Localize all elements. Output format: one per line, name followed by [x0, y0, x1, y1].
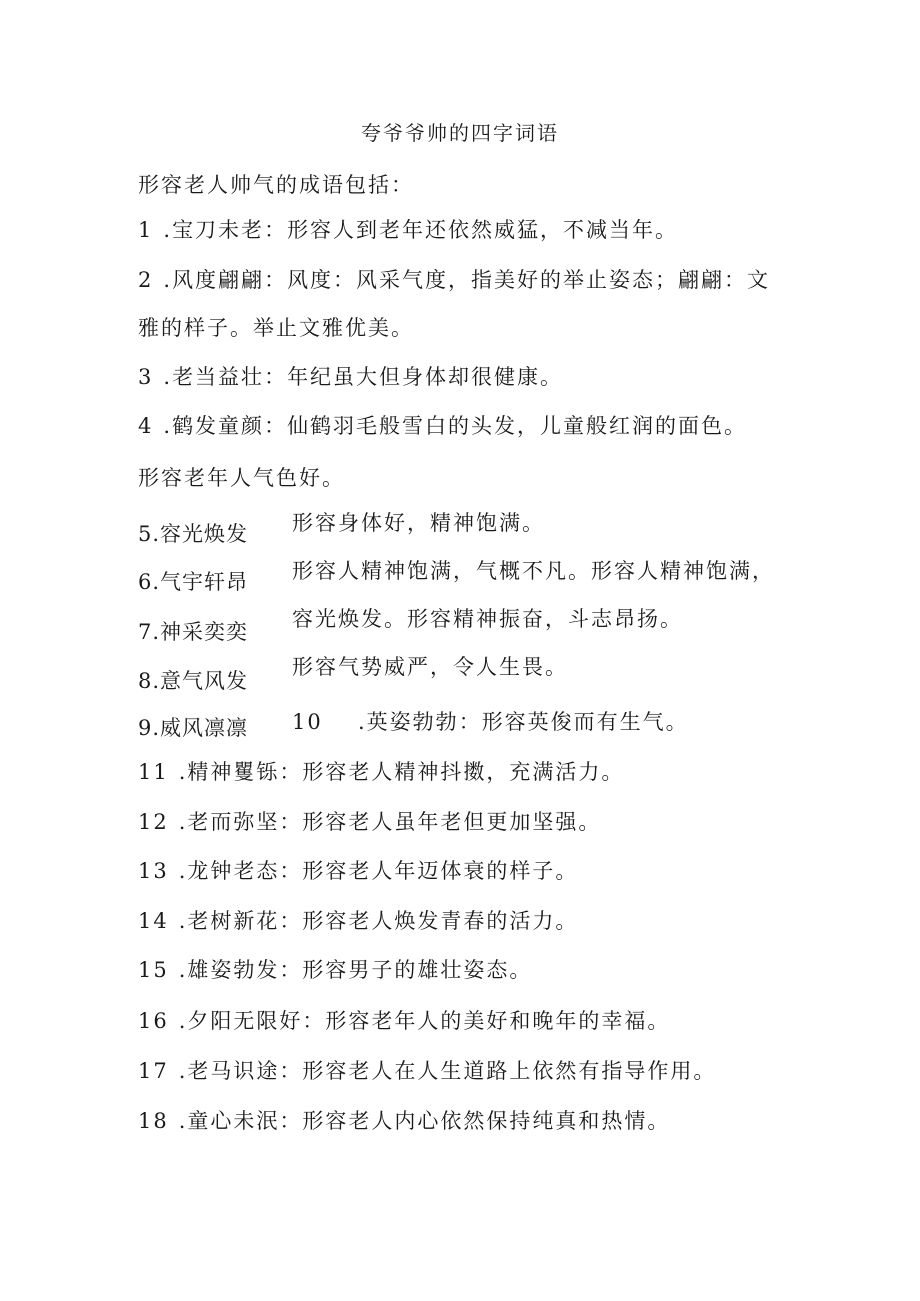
- list-item: 11 .精神矍铄：形容老人精神抖擞，充满活力。: [138, 760, 625, 784]
- side-definition: 形容气势威严，令人生畏。: [292, 655, 568, 679]
- item-number: 12: [138, 810, 169, 834]
- list-item: 13 .龙钟老态：形容老人年迈体衰的样子。: [138, 859, 579, 883]
- side-term: 7.神采奕奕: [138, 620, 249, 644]
- item-definition: 风度：风采气度，指美好的举止姿态；翩翩：文: [287, 268, 771, 292]
- item-definition: 形容老人虽年老但更加坚强。: [302, 810, 602, 834]
- item-number: 3: [138, 365, 154, 389]
- list-item: 2 .风度翩翩：风度：风采气度，指美好的举止姿态；翩翩：文: [138, 268, 771, 292]
- item-definition-continued: 形容老年人气色好。: [138, 466, 345, 490]
- item-number: 4: [138, 414, 154, 438]
- document-title: 夸爷爷帅的四字词语: [361, 121, 559, 145]
- side-term: 9.威风凛凛: [138, 716, 249, 740]
- item-definition: 形容老人年迈体衰的样子。: [302, 859, 579, 883]
- list-item: 10 .英姿勃勃：形容英俊而有生气。: [292, 710, 689, 734]
- item-number: 10: [292, 710, 323, 734]
- item-term: 童心未泯: [187, 1109, 280, 1133]
- item-definition-continued: 雅的样子。举止文雅优美。: [138, 316, 414, 340]
- item-number: 2: [138, 268, 154, 292]
- list-item: 4 .鹤发童颜：仙鹤羽毛般雪白的头发，儿童般红润的面色。: [138, 414, 748, 438]
- item-definition: 形容英俊而有生气。: [481, 710, 689, 734]
- item-term: 老树新花: [187, 909, 280, 933]
- item-term: 宝刀未老: [172, 218, 265, 242]
- item-term: 老当益壮: [172, 365, 265, 389]
- item-definition: 仙鹤羽毛般雪白的头发，儿童般红润的面色。: [287, 414, 748, 438]
- side-term: 5.容光焕发: [138, 522, 249, 546]
- side-definition: 容光焕发。形容精神振奋，斗志昂扬。: [292, 607, 683, 631]
- item-term: 龙钟老态: [187, 859, 280, 883]
- item-number: 16: [138, 1009, 169, 1033]
- item-number: 15: [138, 958, 169, 982]
- item-number: 11: [138, 760, 169, 784]
- item-number: 18: [138, 1109, 169, 1133]
- item-term: 风度翩翩: [172, 268, 265, 292]
- list-item: 14 .老树新花：形容老人焕发青春的活力。: [138, 909, 579, 933]
- item-term: .英姿勃勃: [358, 710, 459, 734]
- item-term: 老马识途: [187, 1059, 280, 1083]
- intro-text: 形容老人帅气的成语包括：: [138, 173, 414, 197]
- item-term: 雄姿勃发: [187, 958, 280, 982]
- side-term: 8.意气风发: [138, 669, 249, 693]
- item-definition: 形容老人焕发青春的活力。: [302, 909, 579, 933]
- item-definition: 形容人到老年还依然威猛，不减当年。: [287, 218, 679, 242]
- item-term: 老而弥坚: [187, 810, 280, 834]
- list-item: 17 .老马识途：形容老人在人生道路上依然有指导作用。: [138, 1059, 717, 1083]
- item-term: 鹤发童颜: [172, 414, 265, 438]
- item-definition: 形容老人内心依然保持纯真和热情。: [302, 1109, 671, 1133]
- item-definition: 形容老人精神抖擞，充满活力。: [302, 760, 625, 784]
- list-item: 16 .夕阳无限好：形容老年人的美好和晚年的幸福。: [138, 1009, 671, 1033]
- item-number: 14: [138, 909, 169, 933]
- item-number: 13: [138, 859, 169, 883]
- side-term: 6.气宇轩昂: [138, 570, 249, 594]
- list-item: 18 .童心未泯：形容老人内心依然保持纯真和热情。: [138, 1109, 671, 1133]
- item-definition: 形容男子的雄壮姿态。: [302, 958, 533, 982]
- item-number: 1: [138, 218, 154, 242]
- item-number: 17: [138, 1059, 169, 1083]
- item-definition: 形容老人在人生道路上依然有指导作用。: [302, 1059, 717, 1083]
- side-definition: 形容人精神饱满，气概不凡。形容人精神饱满，: [292, 559, 775, 583]
- item-definition: 形容老年人的美好和晚年的幸福。: [325, 1009, 671, 1033]
- list-item: 15 .雄姿勃发：形容男子的雄壮姿态。: [138, 958, 533, 982]
- item-term: 夕阳无限好: [187, 1009, 303, 1033]
- list-item: 12 .老而弥坚：形容老人虽年老但更加坚强。: [138, 810, 602, 834]
- side-definition: 形容身体好，精神饱满。: [292, 511, 545, 535]
- list-item: 1 .宝刀未老：形容人到老年还依然威猛，不减当年。: [138, 218, 679, 242]
- item-term: 精神矍铄: [187, 760, 280, 784]
- list-item: 3 .老当益壮：年纪虽大但身体却很健康。: [138, 365, 564, 389]
- item-definition: 年纪虽大但身体却很健康。: [287, 365, 564, 389]
